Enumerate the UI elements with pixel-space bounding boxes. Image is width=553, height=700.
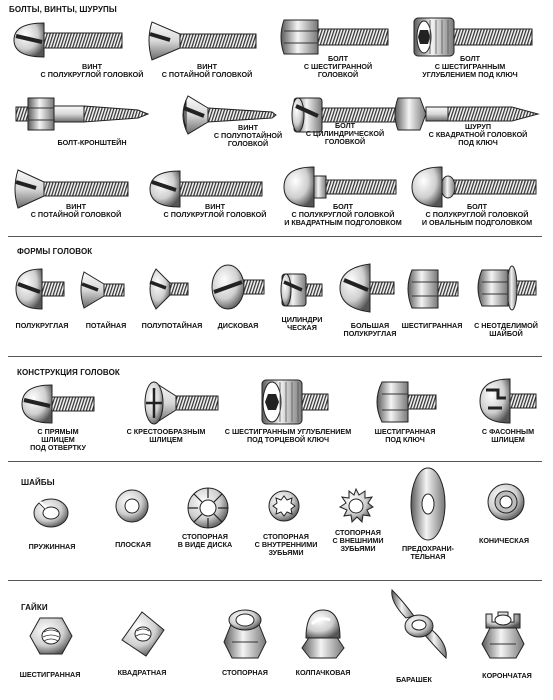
oval-head-figure: [144, 266, 190, 312]
internal-tooth-washer-figure: [266, 488, 302, 524]
caption-conical-washer: КОНИЧЕСКАЯ: [478, 536, 530, 545]
caption-cap-nut: КОЛПАЧКОВАЯ: [295, 668, 351, 677]
section-title-head-shapes: ФОРМЫ ГОЛОВОК: [17, 247, 93, 256]
slotted-head-figure: [20, 382, 96, 426]
round-head-screw-figure: [12, 20, 124, 62]
special-slot-head-figure: [476, 376, 538, 426]
lock-nut-figure: [222, 608, 268, 660]
caption-hex-nut: ШЕСТИГРАННАЯ: [19, 670, 81, 679]
spring-washer-figure: [32, 496, 70, 530]
section-divider-3: [8, 461, 542, 462]
round-head-figure: [14, 266, 66, 312]
castle-nut-figure: [480, 606, 526, 660]
caption-countersunk-screw: ВИНТ С ПОТАЙНОЙ ГОЛОВКОЙ: [161, 62, 253, 80]
caption-hex-head: ШЕСТИГРАННАЯ: [401, 321, 463, 330]
caption-square-nut: КВАДРАТНАЯ: [117, 668, 167, 677]
caption-flat-washer: ПЛОСКАЯ: [115, 540, 151, 549]
caption-socket-head: С ШЕСТИГРАННЫМ УГЛУБЛЕНИЕМ ПОД ТОРЦЕВОЙ КЛЮЧ: [224, 427, 352, 445]
flat-head-figure: [78, 270, 126, 310]
section-divider-4: [8, 580, 542, 581]
caption-round-head-screw: ВИНТ С ПОЛУКРУГЛОЙ ГОЛОВКОЙ: [40, 62, 144, 80]
lock-disc-washer-figure: [186, 486, 230, 530]
socket-head-figure: [256, 378, 330, 426]
section-title-nuts: ГАЙКИ: [21, 603, 48, 612]
caption-cylinder-head: ЦИЛИНДРИ ЧЕСКАЯ: [281, 315, 323, 333]
caption-truss-head: БОЛЬШАЯ ПОЛУКРУГЛАЯ: [343, 321, 397, 339]
caption-pan-head: ДИСКОВАЯ: [217, 321, 259, 330]
caption-round-head: ПОЛУКРУГЛАЯ: [15, 321, 69, 330]
hex-head-figure: [404, 266, 460, 314]
caption-fender-washer: ПРЕДОХРАНИ- ТЕЛЬНАЯ: [401, 544, 455, 562]
caption-carriage-bolt-oval-neck: БОЛТ С ПОЛУКРУГЛОЙ ГОЛОВКОЙ И ОВАЛЬНЫМ ПОДГОЛОВКОМ: [421, 202, 533, 228]
flat-washer-figure: [114, 488, 150, 524]
caption-external-tooth-washer: СТОПОРНАЯ С ВНЕШНИМИ ЗУБЬЯМИ: [332, 528, 384, 554]
caption-carriage-bolt-square-neck: БОЛТ С ПОЛУКРУГЛОЙ ГОЛОВКОЙ И КВАДРАТНЫМ ПОДГОЛОВКОМ: [284, 202, 402, 228]
countersunk-screw-figure: [146, 20, 258, 62]
bracket-bolt-figure: [10, 94, 150, 134]
caption-bracket-bolt: БОЛТ-КРОНШТЕЙН: [57, 138, 127, 147]
washer-head-figure: [474, 262, 538, 314]
caption-socket-head-bolt: БОЛТ С ШЕСТИГРАННЫМ УГЛУБЛЕНИЕМ ПОД КЛЮЧ: [422, 54, 518, 80]
caption-cheese-head-bolt: БОЛТ С ЦИЛИНДРИЧЕСКОЙ ГОЛОВКОЙ: [305, 121, 385, 147]
section-title-head-construction: КОНСТРУКЦИЯ ГОЛОВОК: [17, 368, 120, 377]
caption-hex-head-bolt: БОЛТ С ШЕСТИГРАННОЙ ГОЛОВКОЙ: [303, 54, 373, 80]
external-tooth-washer-figure: [338, 488, 374, 524]
truss-head-figure: [340, 262, 396, 314]
hex-nut-figure: [28, 616, 74, 656]
caption-phillips-head: С КРЕСТООБРАЗНЫМ ШЛИЦЕМ: [126, 427, 206, 445]
caption-lock-nut: СТОПОРНАЯ: [222, 668, 268, 677]
caption-countersunk-screw-2: ВИНТ С ПОТАЙНОЙ ГОЛОВКОЙ: [30, 202, 122, 220]
caption-hex-wrench-head: ШЕСТИГРАННАЯ ПОД КЛЮЧ: [374, 427, 436, 445]
caption-lock-disc-washer: СТОПОРНАЯ В ВИДЕ ДИСКА: [177, 532, 233, 550]
section-divider-2: [8, 356, 542, 357]
wing-nut-figure: [388, 588, 450, 664]
pan-head-figure: [208, 262, 266, 310]
cylinder-head-figure: [276, 270, 324, 310]
caption-square-head-lag-screw: ШУРУП С КВАДРАТНОЙ ГОЛОВКОЙ ПОД КЛЮЧ: [428, 122, 528, 148]
fender-washer-figure: [408, 466, 448, 542]
caption-special-slot-head: С ФАСОННЫМ ШЛИЦЕМ: [481, 427, 535, 445]
caption-washer-head: С НЕОТДЕЛИМОЙ ШАЙБОЙ: [474, 321, 538, 339]
section-title-bolts: БОЛТЫ, ВИНТЫ, ШУРУПЫ: [9, 5, 117, 14]
caption-internal-tooth-washer: СТОПОРНАЯ С ВНУТРЕННИМИ ЗУБЬЯМИ: [254, 532, 318, 558]
caption-round-head-screw-2: ВИНТ С ПОЛУКРУГЛОЙ ГОЛОВКОЙ: [163, 202, 267, 220]
caption-flat-head: ПОТАЙНАЯ: [85, 321, 127, 330]
square-nut-figure: [118, 610, 166, 658]
cap-nut-figure: [300, 608, 346, 660]
section-title-washers: ШАЙБЫ: [21, 478, 55, 487]
caption-slotted-head: С ПРЯМЫМ ШЛИЦЕМ ПОД ОТВЕРТКУ: [30, 427, 86, 453]
hex-wrench-head-figure: [372, 378, 438, 426]
caption-spring-washer: ПРУЖИННАЯ: [28, 542, 76, 551]
caption-castle-nut: КОРОНЧАТАЯ: [482, 671, 532, 680]
section-divider-1: [8, 236, 542, 237]
phillips-head-figure: [140, 380, 220, 426]
caption-wing-nut: БАРАШЕК: [396, 675, 432, 684]
caption-raised-countersunk-screw: ВИНТ С ПОЛУПОТАЙНОЙ ГОЛОВКОЙ: [213, 123, 283, 149]
caption-oval-head: ПОЛУПОТАЙНАЯ: [141, 321, 203, 330]
conical-washer-figure: [486, 482, 526, 522]
